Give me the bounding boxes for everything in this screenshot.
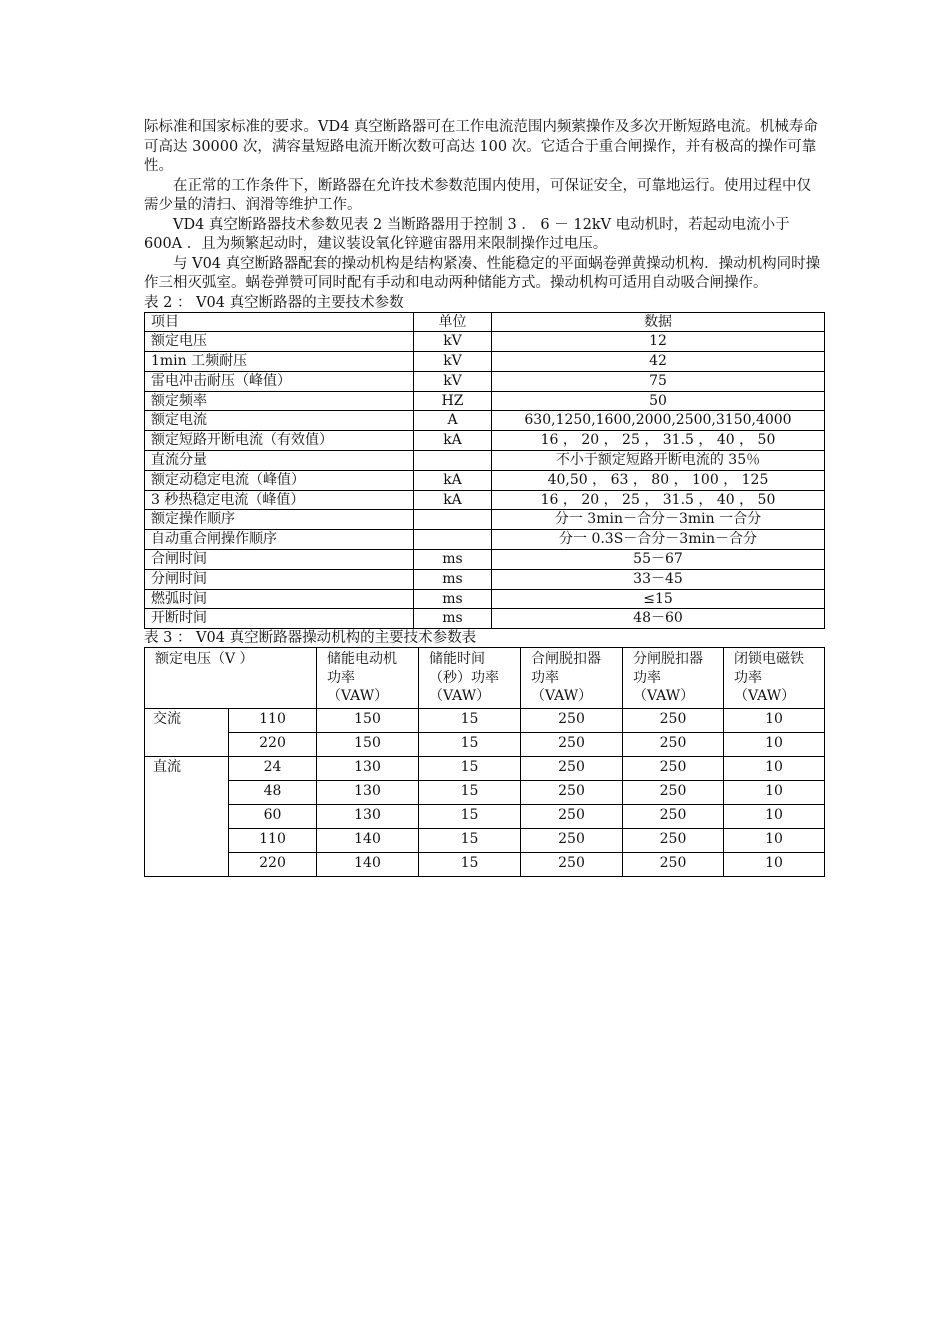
table3-cell: 15 xyxy=(419,852,521,876)
table3-header-line: （VAW） xyxy=(531,688,593,705)
table3-cell: 250 xyxy=(623,804,724,828)
table2-cell: 额定短路开断电流（有效值） xyxy=(145,431,414,451)
table2-cell: 额定电流 xyxy=(145,411,414,431)
table3-cell: 110 xyxy=(229,828,317,852)
table3-row xyxy=(145,828,825,852)
table2-cell: 12 xyxy=(492,332,825,352)
table3-cell: 15 xyxy=(419,708,521,732)
table2-cell: 不小于额定短路开断电流的 35％ xyxy=(492,451,825,471)
table2-cell xyxy=(414,510,492,530)
table2-row xyxy=(145,490,825,510)
table3-row xyxy=(145,732,825,756)
table2-cell: kV xyxy=(414,371,492,391)
table2-cell: HZ xyxy=(414,391,492,411)
table3-cell: 250 xyxy=(521,828,623,852)
table3-cell: 150 xyxy=(317,708,419,732)
table2 xyxy=(144,312,825,630)
table3-header-line: 储能时间 xyxy=(429,651,485,668)
table3-header-line xyxy=(155,687,310,706)
table2-cell: 额定电压 xyxy=(145,332,414,352)
table3-cell: 130 xyxy=(317,780,419,804)
table3-cell: 48 xyxy=(229,780,317,804)
table2-header-row xyxy=(145,312,825,332)
table3-cell: 250 xyxy=(623,756,724,780)
table3-header-line: 合闸脱扣器 xyxy=(531,651,601,668)
table2-row xyxy=(145,609,825,629)
table2-cell: 雷电冲击耐压（峰值） xyxy=(145,371,414,391)
table3-header-line: 额定电压（V ） xyxy=(155,651,254,668)
table3-cell: 140 xyxy=(317,852,419,876)
table3-header-line: 分闸脱扣器 xyxy=(633,651,703,668)
table3-cell: 220 xyxy=(229,732,317,756)
table3-row xyxy=(145,780,825,804)
table3-cell: 15 xyxy=(419,804,521,828)
table3-cell: 250 xyxy=(521,852,623,876)
table2-cell: ms xyxy=(414,569,492,589)
table2-cell: 75 xyxy=(492,371,825,391)
paragraph-1: 际标准和国家标准的要求。VD4 真空断路器可在工作电流范围内频萦操作及多次开断短路电流。机械寿命可高达 30000 次，满容量短路电流开断次数可高达 100 次。它适合于重合闸操作，并有极高的操作可靠性。 xyxy=(144,119,818,174)
table3-cell: 250 xyxy=(623,852,724,876)
document-page xyxy=(144,118,824,877)
table3-cell: 250 xyxy=(521,708,623,732)
table3-row xyxy=(145,756,825,780)
table3-header-cell xyxy=(724,648,825,709)
table2-cell: 50 xyxy=(492,391,825,411)
table2-cell: kV xyxy=(414,352,492,372)
table2-cell xyxy=(414,451,492,471)
paragraph-3: VD4 真空断路器技术参数见表 2 当断路器用于控制 3 ． 6 － 12kV 电动机时，若起动电流小于 600A ．且为频繁起动时，建议装设氧化锌避宙器用来限制操作过电压。 xyxy=(144,216,790,252)
table2-cell: 40,50 ， 63 ， 80 ， 100 ， 125 xyxy=(492,470,825,490)
table2-cell: ms xyxy=(414,589,492,609)
table2-cell: A xyxy=(414,411,492,431)
table3-cell: 10 xyxy=(724,708,825,732)
table3-row xyxy=(145,804,825,828)
table2-cell: 额定频率 xyxy=(145,391,414,411)
table3-header-line: （VAW） xyxy=(633,688,695,705)
table3-header-cell xyxy=(317,648,419,709)
table2-cell: 630,1250,1600,2000,2500,3150,4000 xyxy=(492,411,825,431)
table3-cell: 10 xyxy=(724,780,825,804)
table3-cell: 250 xyxy=(521,804,623,828)
table3-cell: 10 xyxy=(724,756,825,780)
table3-row xyxy=(145,708,825,732)
table3-header-line: （秒）功率 xyxy=(429,669,499,686)
table2-row xyxy=(145,431,825,451)
table3-cell: 250 xyxy=(521,756,623,780)
table2-header-cell: 项目 xyxy=(145,312,414,332)
table3-cell: 130 xyxy=(317,756,419,780)
table2-cell: ms xyxy=(414,609,492,629)
table2-cell: kA xyxy=(414,431,492,451)
table3-caption: 表 3 ： V04 真空断路器操动机构的主要技术参数表 xyxy=(144,630,477,647)
table2-cell: 分一 0.3S－合分－3min－合分 xyxy=(492,530,825,550)
table3-header-line xyxy=(155,669,310,688)
table3-cell: 220 xyxy=(229,852,317,876)
table2-caption: 表 2 ： V04 真空断路器的主要技术参数 xyxy=(144,294,404,311)
table2-cell: kA xyxy=(414,470,492,490)
table2-cell: 16 ， 20 ， 25 ， 31.5 ， 40 ， 50 xyxy=(492,431,825,451)
table2-cell: 直流分量 xyxy=(145,451,414,471)
table2-cell: 55－67 xyxy=(492,550,825,570)
table2-row xyxy=(145,391,825,411)
table3-cell: 250 xyxy=(623,828,724,852)
table3-header-line: （VAW） xyxy=(327,688,389,705)
table3-cell: 15 xyxy=(419,732,521,756)
table2-row xyxy=(145,371,825,391)
table2-cell: 自动重合闸操作顺序 xyxy=(145,530,414,550)
table3-cell: 250 xyxy=(623,732,724,756)
table2-cell: 额定动稳定电流（峰值） xyxy=(145,470,414,490)
table3-cell: 10 xyxy=(724,828,825,852)
table2-cell: 燃弧时间 xyxy=(145,589,414,609)
table2-cell: kV xyxy=(414,332,492,352)
table3-header-line: 闭锁电磁铁 xyxy=(734,651,804,668)
table2-cell: 开断时间 xyxy=(145,609,414,629)
table3-header-line: 功率 xyxy=(734,669,762,686)
table3-cell: 15 xyxy=(419,828,521,852)
table3-cell: 250 xyxy=(521,732,623,756)
table3-header-cell xyxy=(623,648,724,709)
table2-row xyxy=(145,530,825,550)
table3-cell: 15 xyxy=(419,756,521,780)
table2-row xyxy=(145,550,825,570)
table3-cell: 250 xyxy=(521,780,623,804)
table2-cell: 3 秒热稳定电流（峰值） xyxy=(145,490,414,510)
table2-cell: 合闸时间 xyxy=(145,550,414,570)
table2-cell: ms xyxy=(414,550,492,570)
table3-body xyxy=(145,648,825,877)
table3-row xyxy=(145,852,825,876)
table3-cell: 10 xyxy=(724,732,825,756)
table2-cell xyxy=(414,530,492,550)
table3-group-label: 交流 xyxy=(145,708,229,756)
table3-cell: 15 xyxy=(419,780,521,804)
table2-cell: 1min 工频耐压 xyxy=(145,352,414,372)
table3-header-line: （VAW） xyxy=(734,688,796,705)
table3-header-cell xyxy=(419,648,521,709)
table2-row xyxy=(145,589,825,609)
table3-header-line: 功率 xyxy=(327,669,355,686)
table3-cell: 250 xyxy=(623,708,724,732)
table2-row xyxy=(145,569,825,589)
table2-row xyxy=(145,411,825,431)
table3-cell: 130 xyxy=(317,804,419,828)
table3-header-cell xyxy=(521,648,623,709)
table2-cell: 额定操作顺序 xyxy=(145,510,414,530)
table2-cell: kA xyxy=(414,490,492,510)
table2-cell: 42 xyxy=(492,352,825,372)
table3-cell: 110 xyxy=(229,708,317,732)
table3-header-cell xyxy=(145,648,317,709)
table2-cell: ≤15 xyxy=(492,589,825,609)
table2-row xyxy=(145,352,825,372)
table2-cell: 分一 3min－合分－3min 一合分 xyxy=(492,510,825,530)
table2-row xyxy=(145,451,825,471)
table3-cell: 150 xyxy=(317,732,419,756)
table3-header-line: 功率 xyxy=(531,669,559,686)
table2-cell: 16 ， 20 ， 25 ， 31.5 ， 40 ， 50 xyxy=(492,490,825,510)
table3 xyxy=(144,647,825,877)
table3-cell: 140 xyxy=(317,828,419,852)
table3-cell: 10 xyxy=(724,804,825,828)
table2-cell: 分闸时间 xyxy=(145,569,414,589)
table3-cell: 60 xyxy=(229,804,317,828)
table2-row xyxy=(145,470,825,490)
table2-row xyxy=(145,510,825,530)
table3-group-label: 直流 xyxy=(145,756,229,876)
table2-cell: 33－45 xyxy=(492,569,825,589)
paragraph-4: 与 V04 真空断路器配套的操动机构是结构紧凑、性能稳定的平面蜗卷弹黄操动机构．操动机构同时操作三相灭弧室。蜗卷弹赞可同时配有手动和电动两种储能方式。操动机构可适用自动吸合闸操作。 xyxy=(144,255,821,291)
table3-cell: 24 xyxy=(229,756,317,780)
table2-cell: 48－60 xyxy=(492,609,825,629)
table3-cell: 250 xyxy=(623,780,724,804)
table2-row xyxy=(145,332,825,352)
table3-cell: 10 xyxy=(724,852,825,876)
table3-header-row xyxy=(145,648,825,709)
table2-header-cell: 单位 xyxy=(414,312,492,332)
table3-header-line: 功率 xyxy=(633,669,661,686)
table2-header-cell: 数据 xyxy=(492,312,825,332)
paragraph-2: 在正常的工作条件下，断路器在允许技术参数范围内使用，可保证安全，可靠地运行。使用过程中仅需少量的清扫、润滑等维护工作。 xyxy=(144,177,811,213)
table3-header-line: （VAW） xyxy=(429,688,491,705)
table2-body xyxy=(145,312,825,629)
table3-header-line: 储能电动机 xyxy=(327,651,397,668)
